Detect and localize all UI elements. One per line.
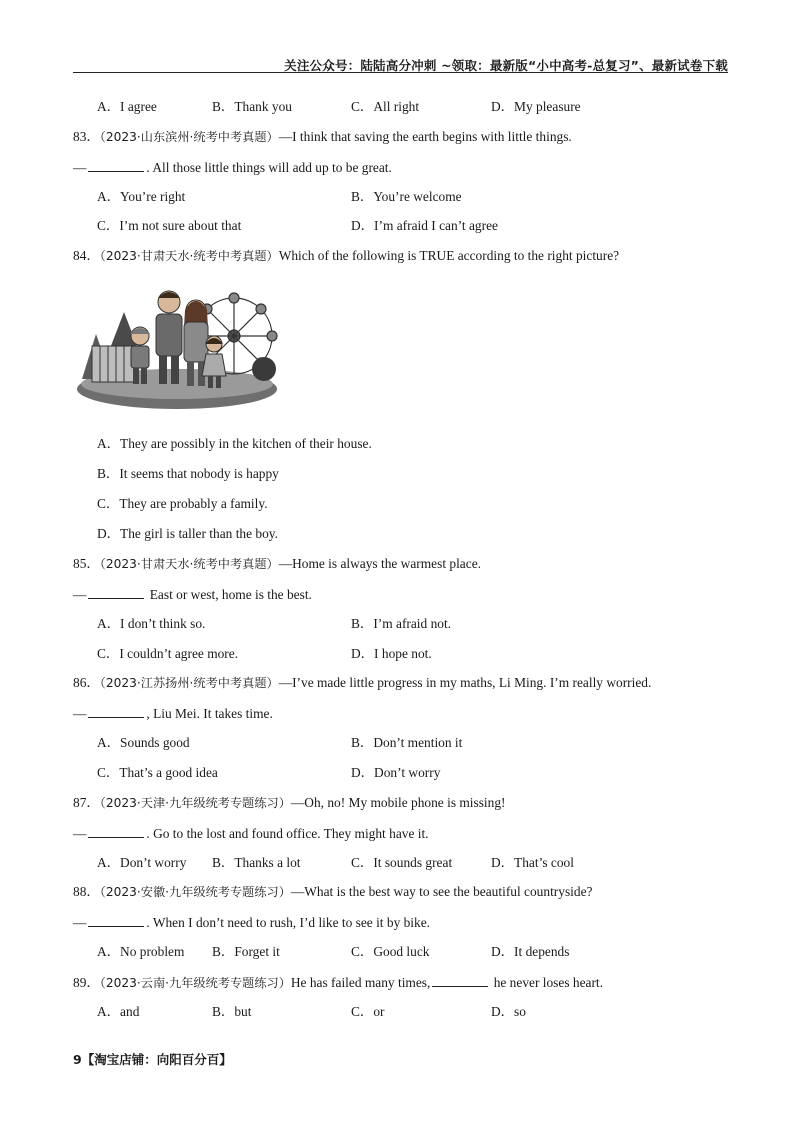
q82-option-c: C．All right [351, 99, 420, 114]
q85-option-d: D．I hope not. [351, 646, 432, 661]
question-source: （2023·安徽·九年级统考专题练习） [99, 885, 291, 899]
question-number: 89． [73, 975, 100, 990]
q88-response [73, 915, 430, 929]
q82-option-d: D．My pleasure [491, 99, 581, 114]
q89-stem [73, 975, 603, 989]
q87-option-a: A．Don’t worry [97, 855, 187, 870]
question-number: 83． [73, 129, 100, 144]
question-source: （2023·江苏扬州·统考中考真题） [99, 676, 279, 690]
question-source: （2023·甘肃天水·统考中考真题） [99, 557, 279, 571]
q82-option-b: B．Thank you [212, 99, 292, 114]
q89-option-a: A．and [97, 1004, 140, 1019]
q85-option-b: B．I’m afraid not. [351, 616, 452, 631]
page-footer [73, 1050, 232, 1068]
q87-option-c: C．It sounds great [351, 855, 453, 870]
response-text: . Go to the lost and found office. They might have it. [146, 826, 429, 841]
q87-option-d: D．That’s cool [491, 855, 574, 870]
dash: — [73, 706, 87, 721]
answer-blank [432, 975, 488, 987]
q85-response [73, 587, 312, 601]
answer-blank [88, 706, 144, 718]
shop-label: 【淘宝店铺：向阳百分百】 [81, 1052, 232, 1067]
q87-response [73, 826, 429, 840]
q88-stem [73, 885, 592, 898]
q84-option-b: B．It seems that nobody is happy [97, 466, 279, 481]
q83-option-a: A．You’re right [97, 189, 186, 204]
question-source: （2023·山东滨州·统考中考真题） [99, 130, 279, 144]
response-text: . All those little things will add up to be great. [146, 160, 392, 175]
question-number: 87． [73, 795, 100, 810]
q84-option-a: A．They are possibly in the kitchen of their house. [97, 436, 372, 451]
q85-option-c: C．I couldn’t agree more. [97, 646, 239, 661]
q85-option-a: A．I don’t think so. [97, 616, 206, 631]
q86-option-b: B．Don’t mention it [351, 735, 463, 750]
q88-option-c: C．Good luck [351, 944, 430, 959]
q87-stem [73, 796, 506, 809]
q86-response [73, 706, 273, 720]
question-text: —I’ve made little progress in my maths, Li Ming. I’m really worried. [278, 675, 652, 690]
question-text: —Home is always the warmest place. [278, 556, 481, 571]
question-text: —I think that saving the earth begins with little things. [278, 129, 572, 144]
header-divider [73, 72, 728, 73]
q83-option-c: C．I’m not sure about that [97, 218, 242, 233]
q89-option-c: C．or [351, 1004, 385, 1019]
q86-option-c: C．That’s a good idea [97, 765, 218, 780]
dash: — [73, 915, 87, 930]
question-number: 85． [73, 556, 100, 571]
question-source: （2023·云南·九年级统考专题练习） [99, 976, 291, 990]
response-text: East or west, home is the best. [146, 587, 312, 602]
dash: — [73, 826, 87, 841]
q83-response [73, 160, 392, 174]
question-number: 86． [73, 675, 100, 690]
page-number: 9 [73, 1052, 82, 1067]
q88-option-d: D．It depends [491, 944, 570, 959]
bush [252, 357, 276, 381]
q84-option-d: D．The girl is taller than the boy. [97, 526, 278, 541]
q86-option-d: D．Don’t worry [351, 765, 441, 780]
q84-stem [73, 249, 619, 262]
answer-blank [88, 826, 144, 838]
response-text: , Liu Mei. It takes time. [146, 706, 273, 721]
q89-option-b: B．but [212, 1004, 252, 1019]
dash: — [73, 587, 87, 602]
page-header: 关注公众号：陆陆高分冲刺 ~领取：最新版“小中高考-总复习”、最新试卷下载 [284, 58, 728, 73]
q83-stem [73, 130, 572, 143]
answer-blank [88, 915, 144, 927]
question-source: （2023·甘肃天水·统考中考真题） [99, 249, 279, 263]
question-text-before: He has failed many times, [290, 975, 431, 990]
answer-blank [88, 160, 144, 172]
question-source: （2023·天津·九年级统考专题练习） [99, 796, 291, 810]
dash: — [73, 160, 87, 175]
q88-option-b: B．Forget it [212, 944, 280, 959]
question-number: 84． [73, 248, 100, 263]
q86-option-a: A．Sounds good [97, 735, 190, 750]
q87-option-b: B．Thanks a lot [212, 855, 301, 870]
q85-stem [73, 557, 481, 570]
q88-option-a: A．No problem [97, 944, 185, 959]
question-text: —Oh, no! My mobile phone is missing! [290, 795, 506, 810]
q84-option-c: C．They are probably a family. [97, 496, 268, 511]
q82-option-a: A．I agree [97, 99, 157, 114]
q89-option-d: D．so [491, 1004, 526, 1019]
question-number: 88． [73, 884, 100, 899]
answer-blank [88, 587, 144, 599]
question-text: Which of the following is TRUE according to the right picture? [278, 248, 620, 263]
question-text: —What is the best way to see the beautiful countryside? [290, 884, 593, 899]
q86-stem [73, 676, 651, 689]
q83-option-d: D．I’m afraid I can’t agree [351, 218, 498, 233]
response-text: . When I don’t need to rush, I’d like to see it by bike. [146, 915, 431, 930]
family-illustration [74, 284, 280, 414]
q83-option-b: B．You’re welcome [351, 189, 462, 204]
question-text-after: he never loses heart. [490, 975, 604, 990]
